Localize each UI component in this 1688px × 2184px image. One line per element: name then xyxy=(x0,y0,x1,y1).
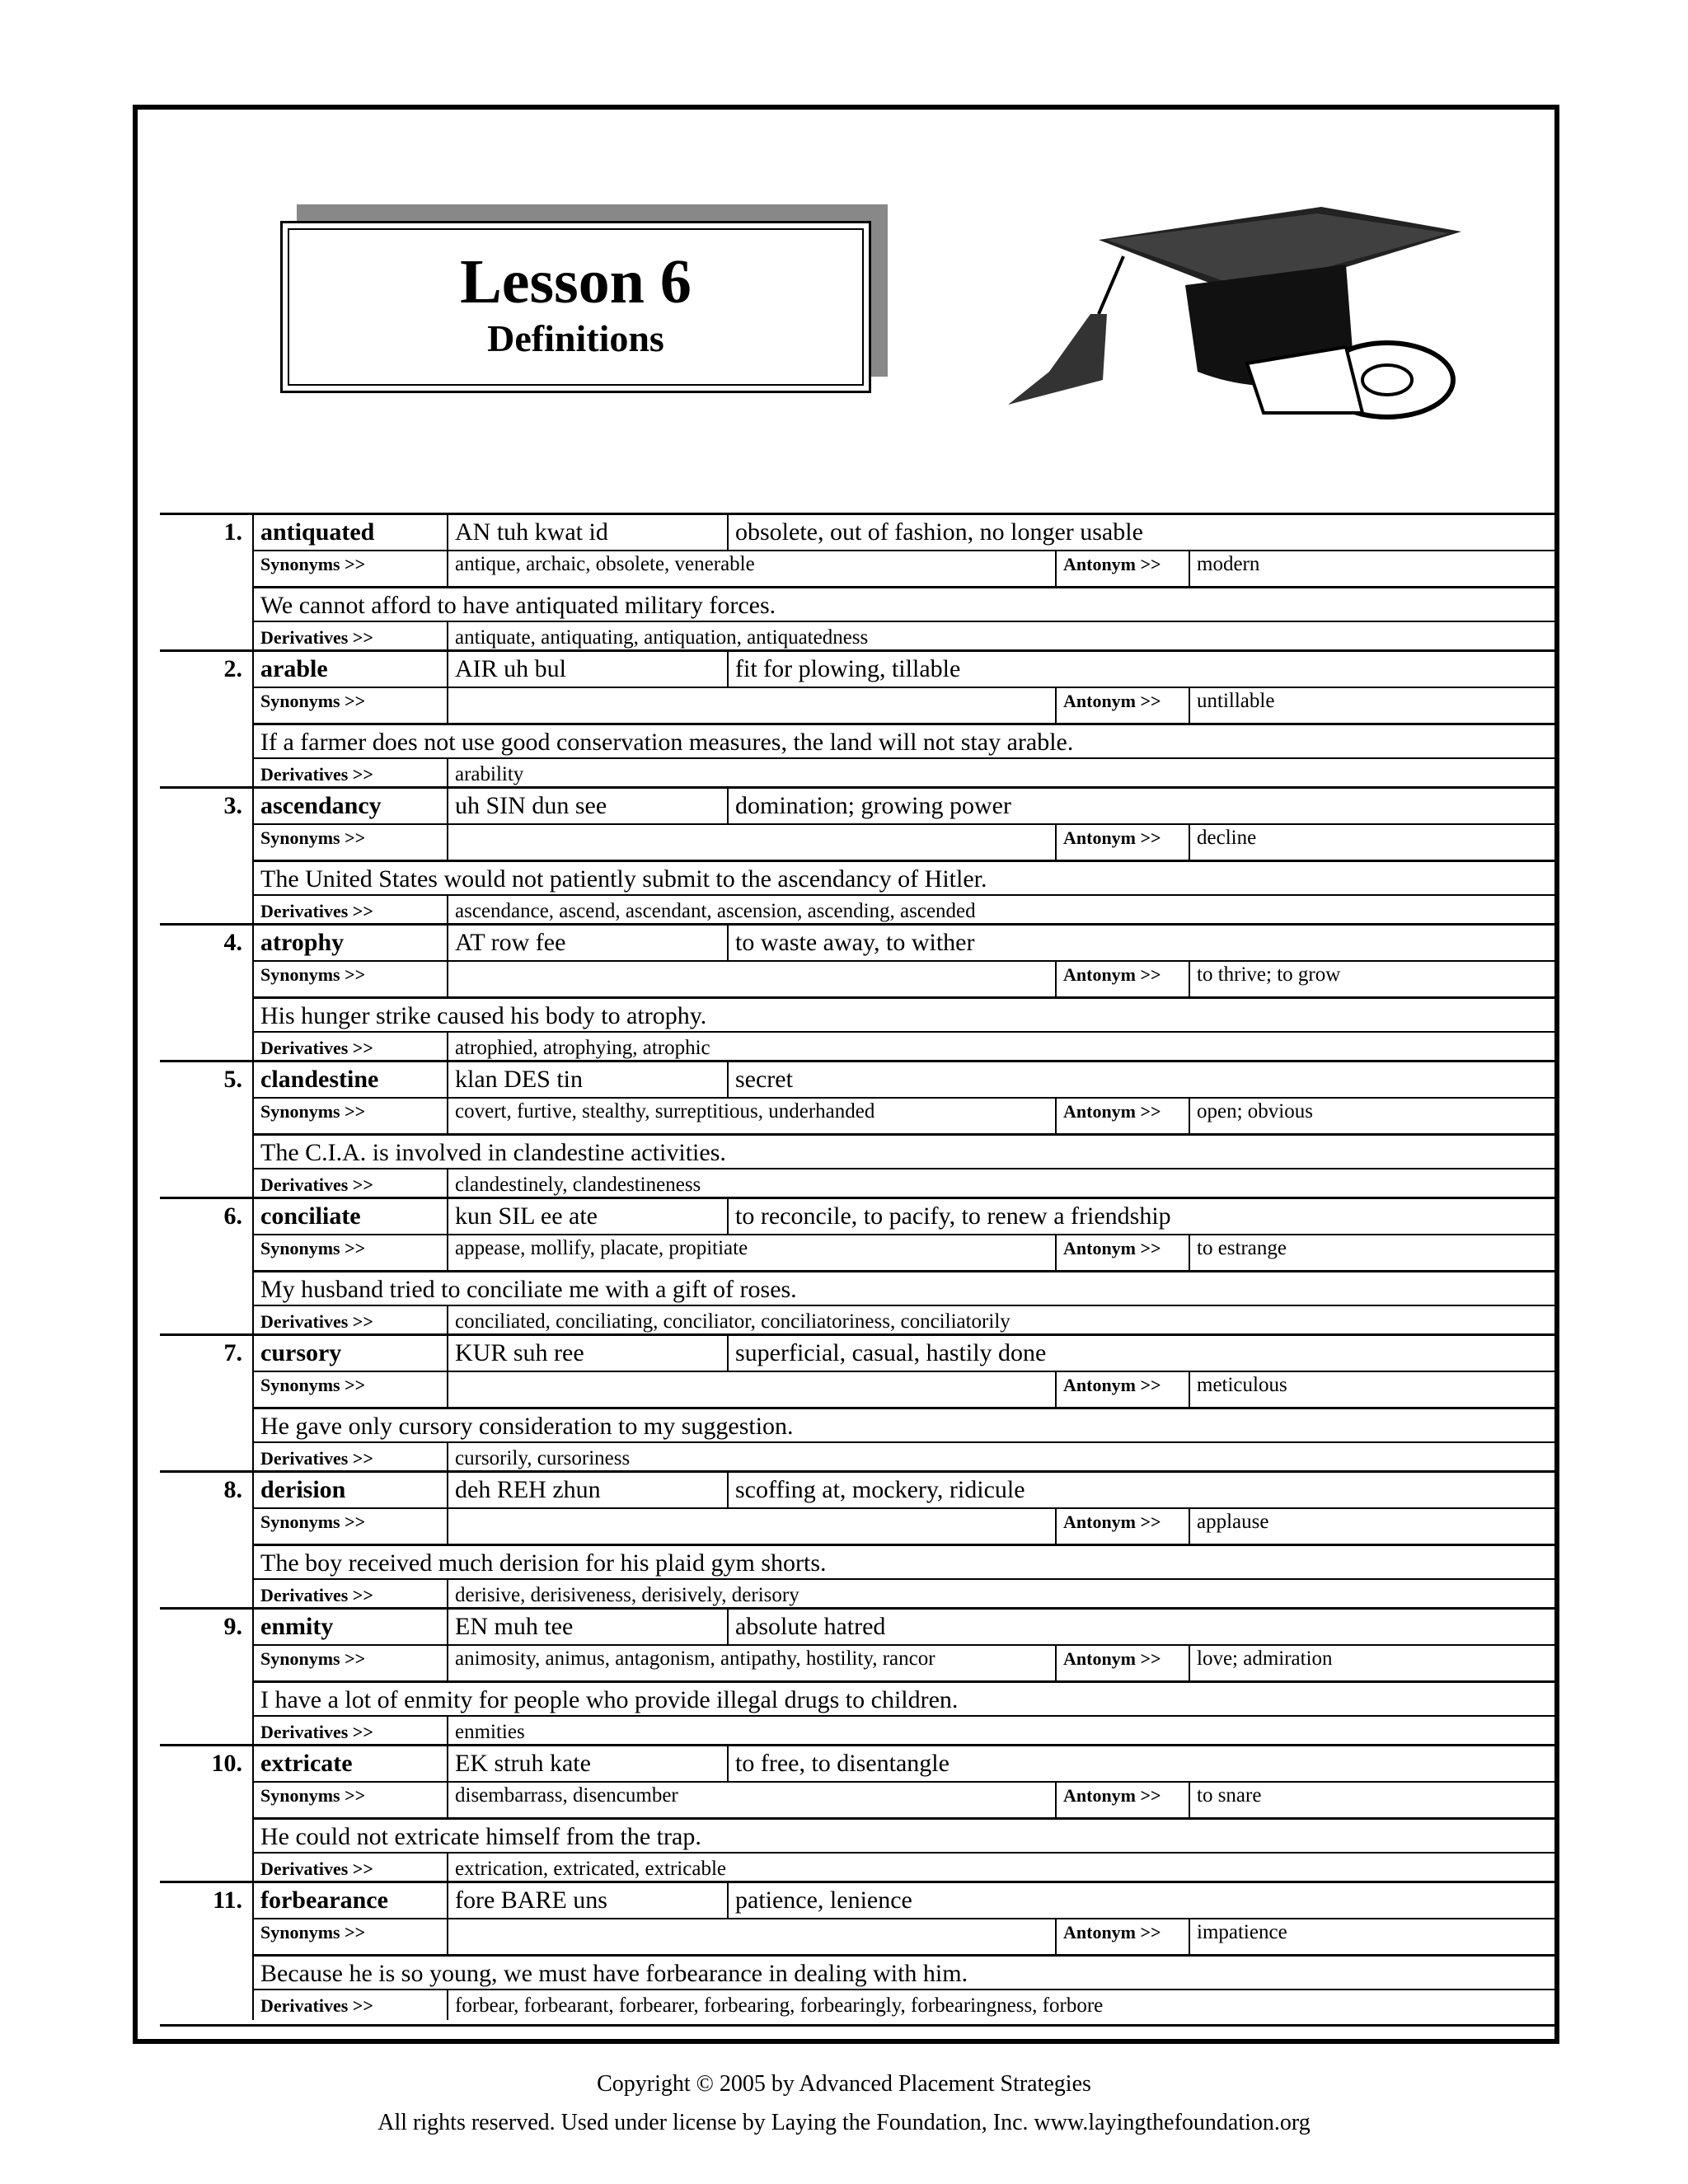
synonyms-label: Synonyms >> xyxy=(252,1234,447,1270)
synonyms-label: Synonyms >> xyxy=(252,1507,447,1544)
derivatives: ascendance, ascend, ascendant, ascension, ascending, ascended xyxy=(447,894,1555,926)
example-sentence: Because he is so young, we must have forbearance in dealing with him. xyxy=(252,1954,1555,1989)
vocab-word: ascendancy xyxy=(252,789,447,823)
synonyms: animosity, animus, antagonism, antipathy, hostility, rancor xyxy=(447,1644,1055,1680)
derivatives-label: Derivatives >> xyxy=(252,894,447,926)
vocab-entry xyxy=(160,786,1555,923)
antonym-label: Antonym >> xyxy=(1055,1234,1189,1270)
pronunciation: uh SIN dun see xyxy=(447,789,727,823)
synonyms xyxy=(447,823,1055,860)
synonyms xyxy=(447,1371,1055,1407)
derivatives: derisive, derisiveness, derisively, derisory xyxy=(447,1578,1555,1610)
derivatives-label: Derivatives >> xyxy=(252,1989,447,2020)
derivatives-label: Derivatives >> xyxy=(252,1305,447,1336)
entry-number: 7. xyxy=(223,1339,242,1366)
derivatives-label: Derivatives >> xyxy=(252,757,447,789)
synonyms-label: Synonyms >> xyxy=(252,960,447,996)
example-sentence: The United States would not patiently submit to the ascendancy of Hitler. xyxy=(252,860,1555,894)
antonym: to estrange xyxy=(1189,1234,1555,1270)
definition: scoffing at, mockery, ridicule xyxy=(727,1473,1555,1507)
vocab-word: atrophy xyxy=(252,926,447,960)
entry-number: 9. xyxy=(223,1613,242,1640)
derivatives: forbear, forbearant, forbearer, forbearing, forbearingly, forbearingness, forbore xyxy=(447,1989,1555,2020)
synonyms-label: Synonyms >> xyxy=(252,1097,447,1133)
license-line: All rights reserved. Used under license by Laying the Foundation, Inc. www.layingthefoundation.org xyxy=(377,2110,1311,2135)
derivatives: antiquate, antiquating, antiquation, antiquatedness xyxy=(447,621,1555,652)
antonym-label: Antonym >> xyxy=(1055,1371,1189,1407)
example-sentence: The C.I.A. is involved in clandestine activities. xyxy=(252,1133,1555,1168)
entry-number: 6. xyxy=(223,1202,242,1230)
derivatives: conciliated, conciliating, conciliator, conciliatoriness, conciliatorily xyxy=(447,1305,1555,1336)
derivatives-label: Derivatives >> xyxy=(252,1578,447,1610)
entry-number: 11. xyxy=(213,1886,242,1914)
synonyms: appease, mollify, placate, propitiate xyxy=(447,1234,1055,1270)
definition: secret xyxy=(727,1062,1555,1097)
synonyms-label: Synonyms >> xyxy=(252,1371,447,1407)
antonym-label: Antonym >> xyxy=(1055,1781,1189,1817)
definition: domination; growing power xyxy=(727,789,1555,823)
vocab-word: clandestine xyxy=(252,1062,447,1097)
pronunciation: AT row fee xyxy=(447,926,727,960)
copyright-line: Copyright © 2005 by Advanced Placement Strategies xyxy=(597,2071,1091,2097)
entry-number: 2. xyxy=(223,655,242,682)
antonym: to snare xyxy=(1189,1781,1555,1817)
vocab-entry xyxy=(160,1333,1555,1470)
vocab-word: cursory xyxy=(252,1336,447,1371)
pronunciation: klan DES tin xyxy=(447,1062,727,1097)
derivatives-label: Derivatives >> xyxy=(252,621,447,652)
vocab-entry xyxy=(160,649,1555,786)
derivatives: clandestinely, clandestineness xyxy=(447,1168,1555,1199)
pronunciation: EK struh kate xyxy=(447,1746,727,1781)
derivatives-label: Derivatives >> xyxy=(252,1441,447,1473)
synonyms-label: Synonyms >> xyxy=(252,823,447,860)
antonym-label: Antonym >> xyxy=(1055,1918,1189,1954)
definition: superficial, casual, hastily done xyxy=(727,1336,1555,1371)
entry-number: 5. xyxy=(223,1066,242,1093)
vocab-word: arable xyxy=(252,652,447,687)
example-sentence: If a farmer does not use good conservation measures, the land will not stay arable. xyxy=(252,723,1555,757)
synonyms xyxy=(447,1507,1055,1544)
synonyms-label: Synonyms >> xyxy=(252,1644,447,1680)
vocab-word: derision xyxy=(252,1473,447,1507)
example-sentence: We cannot afford to have antiquated military forces. xyxy=(252,586,1555,621)
pronunciation: AIR uh bul xyxy=(447,652,727,687)
vocabulary-table xyxy=(160,513,1555,2018)
vocab-entry xyxy=(160,513,1555,649)
derivatives-label: Derivatives >> xyxy=(252,1715,447,1746)
derivatives: extrication, extricated, extricable xyxy=(447,1852,1555,1883)
synonyms: disembarrass, disencumber xyxy=(447,1781,1055,1817)
example-sentence: His hunger strike caused his body to atrophy. xyxy=(252,996,1555,1031)
example-sentence: He gave only cursory consideration to my suggestion. xyxy=(252,1407,1555,1441)
vocab-entry xyxy=(160,1881,1555,2018)
antonym: open; obvious xyxy=(1189,1097,1555,1133)
definition: patience, lenience xyxy=(727,1883,1555,1918)
example-sentence: The boy received much derision for his plaid gym shorts. xyxy=(252,1544,1555,1578)
derivatives-label: Derivatives >> xyxy=(252,1168,447,1199)
antonym-label: Antonym >> xyxy=(1055,550,1189,586)
pronunciation: fore BARE uns xyxy=(447,1883,727,1918)
antonym-label: Antonym >> xyxy=(1055,1644,1189,1680)
pronunciation: kun SIL ee ate xyxy=(447,1199,727,1234)
vocab-entry xyxy=(160,923,1555,1060)
antonym: untillable xyxy=(1189,687,1555,723)
vocab-entry xyxy=(160,1060,1555,1197)
derivatives-label: Derivatives >> xyxy=(252,1852,447,1883)
table-bottom-rule xyxy=(160,2024,1555,2027)
vocab-entry xyxy=(160,1197,1555,1333)
antonym: love; admiration xyxy=(1189,1644,1555,1680)
derivatives: atrophied, atrophying, atrophic xyxy=(447,1031,1555,1062)
vocab-word: enmity xyxy=(252,1610,447,1644)
synonyms: covert, furtive, stealthy, surreptitious, underhanded xyxy=(447,1097,1055,1133)
pronunciation: EN muh tee xyxy=(447,1610,727,1644)
synonyms-label: Synonyms >> xyxy=(252,550,447,586)
antonym: modern xyxy=(1189,550,1555,586)
derivatives: enmities xyxy=(447,1715,1555,1746)
vocab-entry xyxy=(160,1744,1555,1881)
synonyms: antique, archaic, obsolete, venerable xyxy=(447,550,1055,586)
entry-number: 10. xyxy=(211,1750,242,1777)
page-title: Lesson 6 xyxy=(460,247,692,316)
synonyms-label: Synonyms >> xyxy=(252,687,447,723)
antonym-label: Antonym >> xyxy=(1055,1097,1189,1133)
page-subtitle: Definitions xyxy=(487,317,664,359)
antonym: impatience xyxy=(1189,1918,1555,1954)
example-sentence: My husband tried to conciliate me with a gift of roses. xyxy=(252,1270,1555,1305)
entry-number: 8. xyxy=(223,1476,242,1503)
definition: to waste away, to wither xyxy=(727,926,1555,960)
synonyms xyxy=(447,687,1055,723)
definition: absolute hatred xyxy=(727,1610,1555,1644)
vocab-word: extricate xyxy=(252,1746,447,1781)
synonyms xyxy=(447,1918,1055,1954)
definition: to free, to disentangle xyxy=(727,1746,1555,1781)
graduation-cap-icon xyxy=(1000,207,1461,421)
derivatives-label: Derivatives >> xyxy=(252,1031,447,1062)
synonyms-label: Synonyms >> xyxy=(252,1918,447,1954)
synonyms xyxy=(447,960,1055,996)
antonym: to thrive; to grow xyxy=(1189,960,1555,996)
pronunciation: AN tuh kwat id xyxy=(447,515,727,550)
antonym-label: Antonym >> xyxy=(1055,823,1189,860)
antonym: meticulous xyxy=(1189,1371,1555,1407)
antonym-label: Antonym >> xyxy=(1055,687,1189,723)
synonyms-label: Synonyms >> xyxy=(252,1781,447,1817)
entry-number: 1. xyxy=(223,518,242,546)
vocab-word: forbearance xyxy=(252,1883,447,1918)
vocab-word: antiquated xyxy=(252,515,447,550)
pronunciation: KUR suh ree xyxy=(447,1336,727,1371)
entry-number: 3. xyxy=(223,792,242,819)
entry-number: 4. xyxy=(223,929,242,956)
example-sentence: I have a lot of enmity for people who provide illegal drugs to children. xyxy=(252,1680,1555,1715)
definition: obsolete, out of fashion, no longer usable xyxy=(727,515,1555,550)
title-box xyxy=(280,221,871,393)
example-sentence: He could not extricate himself from the trap. xyxy=(252,1817,1555,1852)
definition: to reconcile, to pacify, to renew a friendship xyxy=(727,1199,1555,1234)
antonym: applause xyxy=(1189,1507,1555,1544)
antonym-label: Antonym >> xyxy=(1055,960,1189,996)
definition: fit for plowing, tillable xyxy=(727,652,1555,687)
derivatives: cursorily, cursoriness xyxy=(447,1441,1555,1473)
derivatives: arability xyxy=(447,757,1555,789)
vocab-entry xyxy=(160,1470,1555,1607)
pronunciation: deh REH zhun xyxy=(447,1473,727,1507)
vocab-word: conciliate xyxy=(252,1199,447,1234)
antonym-label: Antonym >> xyxy=(1055,1507,1189,1544)
antonym: decline xyxy=(1189,823,1555,860)
vocab-entry xyxy=(160,1607,1555,1744)
